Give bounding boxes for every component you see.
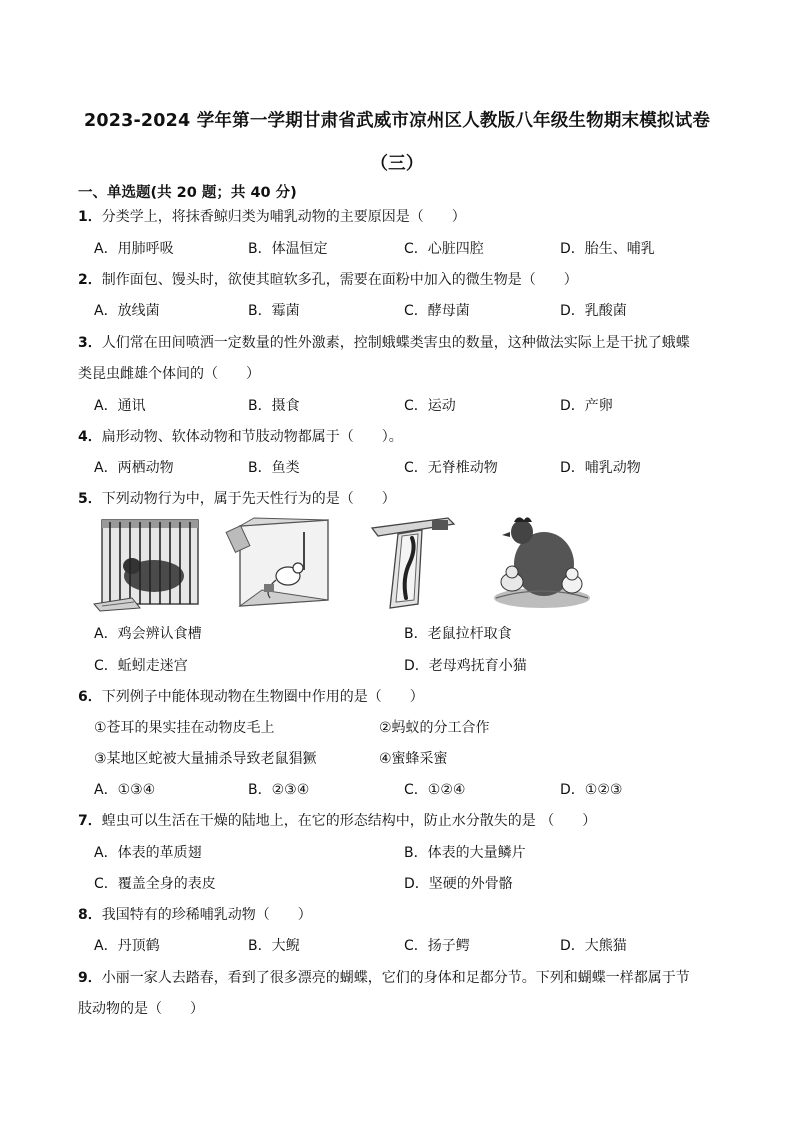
exam-subtitle: （三）	[370, 154, 424, 174]
option-c[interactable]: C．蚯蚓走迷宫	[94, 658, 188, 674]
option-c[interactable]: C．心脏四腔	[404, 241, 484, 257]
question-text: 扁形动物、软体动物和节肢动物都属于（ ）。	[101, 429, 403, 445]
question-2	[78, 269, 578, 289]
question-6	[78, 686, 424, 706]
option-d[interactable]: D．大熊猫	[560, 938, 627, 954]
question-text: 我国特有的珍稀哺乳动物（ ）	[101, 907, 312, 923]
statement-3: ③某地区蛇被大量捕杀导致老鼠猖獗	[94, 751, 317, 767]
option-b[interactable]: B．②③④	[248, 782, 310, 798]
question-text: 制作面包、馒头时，欲使其暄软多孔，需要在面粉中加入的微生物是（ ）	[101, 272, 578, 288]
question-number: 4．	[78, 429, 102, 445]
option-d[interactable]: D．乳酸菌	[560, 303, 627, 319]
statement-1: ①苍耳的果实挂在动物皮毛上	[94, 720, 275, 736]
question-text: 下列例子中能体现动物在生物圈中作用的是（ ）	[101, 689, 424, 705]
option-d[interactable]: D．坚硬的外骨骼	[404, 876, 513, 892]
question-4	[78, 426, 403, 446]
option-b[interactable]: B．体表的大量鳞片	[404, 845, 526, 861]
question-text: 下列动物行为中，属于先天性行为的是（ ）	[101, 491, 396, 507]
option-d[interactable]: D．产卵	[560, 398, 613, 414]
question-number: 1．	[78, 209, 102, 225]
option-a[interactable]: A．丹顶鹤	[94, 938, 160, 954]
question-number: 6．	[78, 689, 102, 705]
question-1	[78, 206, 466, 226]
option-b[interactable]: B．霉菌	[248, 303, 300, 319]
question-number: 5．	[78, 491, 102, 507]
question-number: 7．	[78, 813, 102, 829]
option-b[interactable]: B．老鼠拉杆取食	[404, 626, 512, 642]
question-number: 8．	[78, 907, 102, 923]
question-7	[78, 810, 596, 830]
option-a[interactable]: A．两栖动物	[94, 460, 174, 476]
option-c[interactable]: C．扬子鳄	[404, 938, 470, 954]
option-b[interactable]: B．大鲵	[248, 938, 300, 954]
question-9	[78, 967, 690, 987]
option-d[interactable]: D．老母鸡抚育小猫	[404, 658, 527, 674]
question-number: 2．	[78, 272, 102, 288]
question-number: 9．	[78, 970, 102, 986]
option-d[interactable]: D．哺乳动物	[560, 460, 641, 476]
option-a[interactable]: A．用肺呼吸	[94, 241, 174, 257]
option-a[interactable]: A．体表的革质翅	[94, 845, 202, 861]
statement-2: ②蚂蚁的分工合作	[379, 720, 490, 736]
question-text: 蝗虫可以生活在干燥的陆地上，在它的形态结构中，防止水分散失的是 （ ）	[101, 813, 597, 829]
statement-4: ④蜜蜂采蜜	[379, 751, 448, 767]
question-text: 小丽一家人去踏春，看到了很多漂亮的蝴蝶，它们的身体和足都分节。下列和蝴蝶一样都属于节	[101, 970, 690, 986]
option-c[interactable]: C．覆盖全身的表皮	[94, 876, 216, 892]
question-5	[78, 488, 396, 508]
option-c[interactable]: C．无脊椎动物	[404, 460, 498, 476]
option-c[interactable]: C．运动	[404, 398, 456, 414]
section-heading: 一、单选题(共 20 题；共 40 分)	[78, 185, 297, 201]
rat-lever-box-figure	[224, 514, 336, 612]
chicken-cage-figure	[92, 514, 206, 612]
exam-title: 2023-2024 学年第一学期甘肃省武威市凉州区人教版八年级生物期末模拟试卷	[83, 111, 711, 131]
question-3	[78, 332, 690, 352]
question-text: 人们常在田间喷洒一定数量的性外激素，控制蛾蝶类害虫的数量，这种做法实际上是干扰了蛾蝶	[101, 335, 690, 351]
option-c[interactable]: C．酵母菌	[404, 303, 470, 319]
option-a[interactable]: A．通讯	[94, 398, 146, 414]
option-c[interactable]: C．①②④	[404, 782, 466, 798]
question-number: 3．	[78, 335, 102, 351]
option-d[interactable]: D．①②③	[560, 782, 623, 798]
option-a[interactable]: A．鸡会辨认食槽	[94, 626, 202, 642]
question-9-continued: 肢动物的是（ ）	[78, 1001, 204, 1017]
earthworm-maze-figure	[362, 514, 462, 612]
question-text: 分类学上，将抹香鲸归类为哺乳动物的主要原因是（ ）	[101, 209, 466, 225]
hen-kittens-figure	[490, 510, 592, 612]
question-3-continued: 类昆虫雌雄个体间的（ ）	[78, 366, 260, 382]
option-d[interactable]: D．胎生、哺乳	[560, 241, 655, 257]
question-8	[78, 904, 312, 924]
option-b[interactable]: B．摄食	[248, 398, 300, 414]
option-a[interactable]: A．①③④	[94, 782, 156, 798]
option-b[interactable]: B．鱼类	[248, 460, 300, 476]
option-a[interactable]: A．放线菌	[94, 303, 160, 319]
option-b[interactable]: B．体温恒定	[248, 241, 328, 257]
